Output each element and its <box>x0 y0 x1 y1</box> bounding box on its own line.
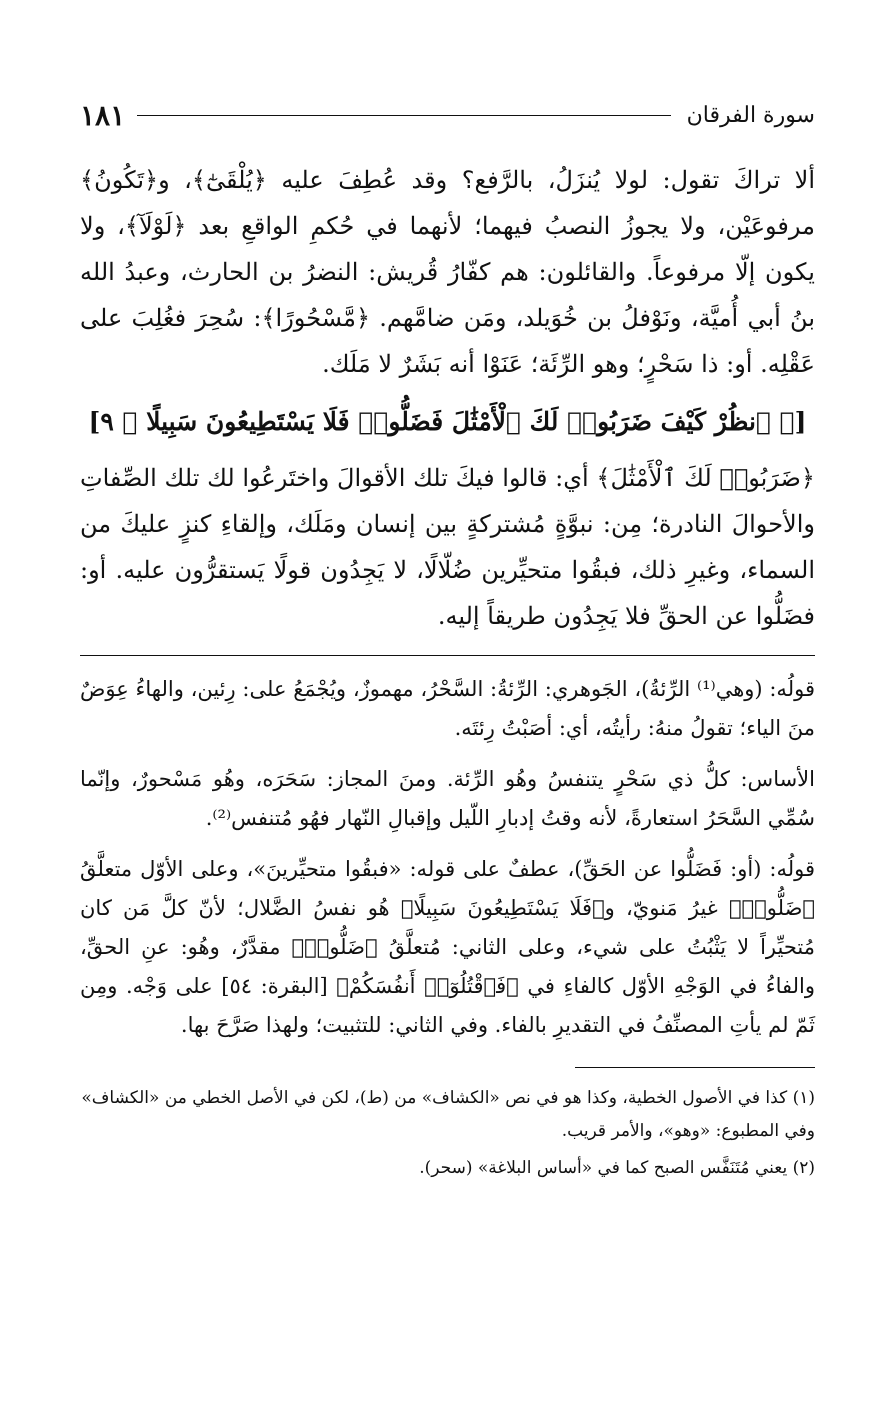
section-divider <box>80 655 815 656</box>
quran-verse: [﴿ ٱنظُرْ كَيْفَ ضَرَبُوا۟ لَكَ ٱلْأَمْثَٰلَ فَضَلُّوا۟ فَلَا يَسْتَطِيعُونَ سَبِيلًا ﴾ ٩] <box>88 407 807 436</box>
gloss-note-3: قولُه: (أو: فَضَلُّوا عن الحَقِّ)، عطفٌ على قوله: «فبقُوا متحيِّرينَ»، وعلى الأوّل متعلَّقُ ﴿ضَلُّوا۟﴾ غيرُ مَنويّ، و﴿فَلَا يَسْتَطِيعُونَ سَبِيلًا﴾ هُو نفسُ الضَّلال؛ لأنّ كلَّ مَن كان مُتحيِّراً لا يَثْبُتُ على شيء، وعلى الثاني: مُتعلَّقُ ﴿ضَلُّوا۟﴾ مقدَّرٌ، وهُو: عنِ الحقِّ، والفاءُ في الوَجْهِ الأوّل كالفاءِ في ﴿فَٱقْتُلُوٓا۟ أَنفُسَكُمْ﴾ [البقرة: ٥٤] على وَجْه. ومِن ثَمّ لم يأتِ المصنِّفُ في التقديرِ بالفاء. وفي الثاني: للتثبيت؛ ولهذا صَرَّحَ بها. <box>80 857 815 1037</box>
page-header <box>80 95 815 135</box>
page-number: ١٨١ <box>80 98 126 132</box>
footnote-2: (٢) يعني مُتَنَفَّس الصبح كما في «أساس البلاغة» (سحر). <box>419 1158 815 1178</box>
gloss-section <box>80 670 815 1045</box>
gloss-note-1: قولُه: (وهي⁽¹⁾ الرِّئةُ)، الجَوهري: الرِّئةُ: السَّحْرُ، مهموزٌ، ويُجْمَعُ على: رِئين، والهاءُ عِوَضٌ منَ الياء؛ تقولُ منهُ: رأيتُه، أي: أصَبْتُ رِئتَه. <box>80 677 815 740</box>
footnotes <box>80 1082 815 1185</box>
header-rule <box>137 115 670 116</box>
footnote-1: (١) كذا في الأصول الخطية، وكذا هو في نص «الكشاف» من (ط)، لكن في الأصل الخطي من «الكشاف» وفي المطبوع: «وهو»، والأمر قريب. <box>81 1088 815 1141</box>
footnote-divider <box>575 1067 815 1068</box>
surah-title: سورة الفرقان <box>686 102 815 128</box>
gloss-note-2: الأساس: كلُّ ذي سَحْرٍ يتنفسُ وهُو الرِّئة. ومنَ المجاز: سَحَرَه، وهُو مَسْحورٌ، وإنّما سُمِّي السَّحَرُ استعارةً، لأنه وقتُ إدبارِ اللّيل وإقبالِ النّهار فهُو مُتنفس⁽²⁾. <box>80 767 815 830</box>
commentary-paragraph-2: ﴿ضَرَبُوا۟ لَكَ ٱلْأَمْثَٰلَ﴾ أي: قالوا فيكَ تلك الأقوالَ واختَرعُوا لك تلك الصِّفاتِ والأحوالَ النادرة؛ مِن: نبوَّةٍ مُشتركةٍ بين إنسان ومَلَك، وإلقاءِ كنزٍ عليكَ من السماء، وغيرِ ذلك، فبقُوا متحيِّرين ضُلّالًا، لا يَجِدُون قولًا يَستقرُّون عليه. أو: فضَلُّوا عن الحقِّ فلا يَجِدُون طريقاً إليه. <box>80 464 815 630</box>
commentary-paragraph-1: ألا تراكَ تقول: لولا يُنزَلُ، بالرَّفع؟ وقد عُطِفَ عليه ﴿يُلْقَىٰٓ﴾، و﴿تَكُونُ﴾ مرفوعَيْن، ولا يجوزُ النصبُ فيهما؛ لأنهما في حُكمِ الواقعِ بعد ﴿لَوْلَآ﴾، ولا يكون إلّا مرفوعاً. والقائلون: هم كفّارُ قُريش: النضرُ بن الحارث، وعبدُ الله بنُ أبي أُميَّة، ونَوْفلُ بن خُوَيلد، ومَن ضامَّهم. ﴿مَّسْحُورًا﴾: سُحِرَ فغُلِبَ على عَقْلِه. أو: ذا سَحْرٍ؛ وهو الرِّئَة؛ عَنَوْا أنه بَشَرٌ لا مَلَك. <box>80 166 815 378</box>
book-page <box>80 95 815 1189</box>
main-text <box>80 157 815 639</box>
